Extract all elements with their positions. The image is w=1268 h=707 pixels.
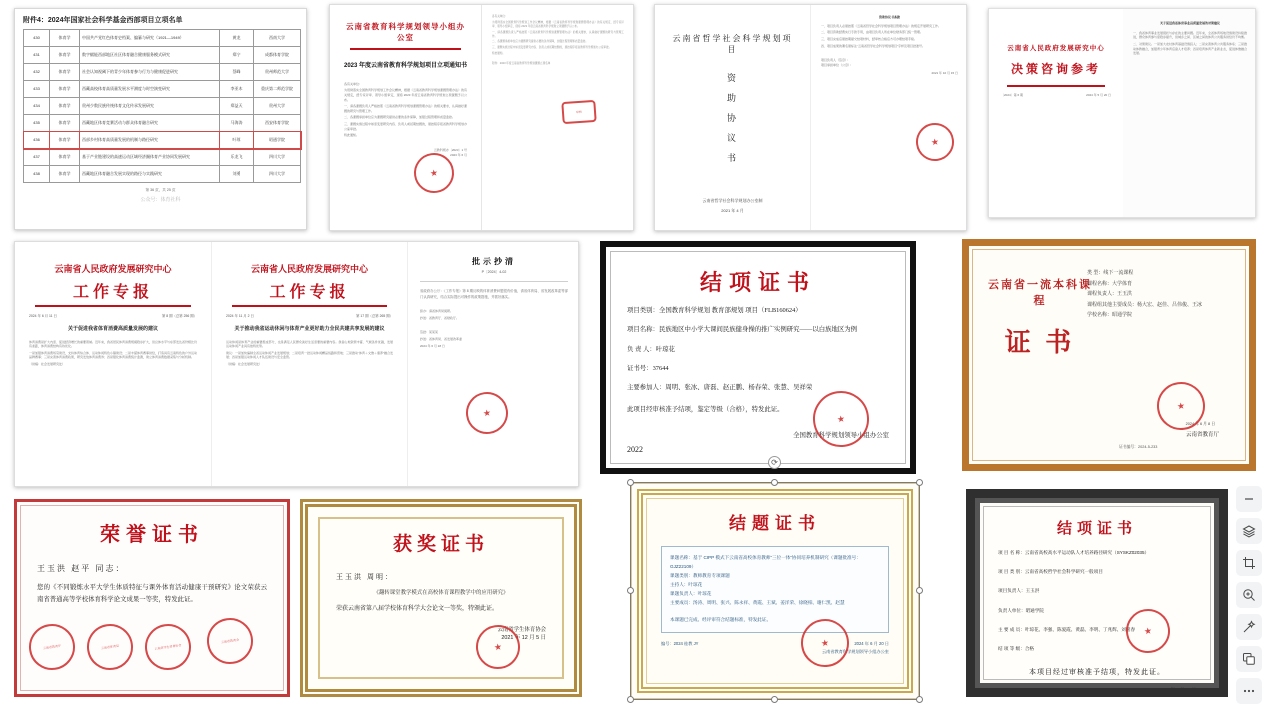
table-cell: 贵州师范大学 (254, 64, 301, 81)
instruction-body: 省政府办公厅：《工作专报》第 8 期反映的体育消费问题很有价值，请省体育局、省发展改革委等部门认真研究，结合实际提出可操作的政策措施，并抓好落实。 (420, 289, 568, 300)
cert-field (670, 572, 880, 581)
table-cell: 438 (24, 166, 50, 183)
report-left-issue-no: 第 8 期（总第 256 期） (161, 314, 197, 318)
table-row[interactable] (24, 98, 301, 115)
field-value: 全国教育科学规划 教育部规划 项目（FLB160624） (658, 307, 802, 314)
table-cell: 430 (24, 30, 50, 47)
table-cell: 体育学 (50, 132, 80, 149)
table-cell: 西藏高校体育高质量发展水平测度与时空演变研究 (80, 81, 220, 98)
jiexiang-statement: 本项目经过审核准予结项，特发此证。 (1029, 669, 1165, 677)
notice-page-right (482, 5, 634, 230)
cert-field (1087, 279, 1237, 290)
table-row[interactable] (24, 166, 301, 183)
table-cell: 432 (24, 64, 50, 81)
copy-icon[interactable] (1236, 646, 1262, 672)
table-row[interactable] (24, 81, 301, 98)
table-cell: 成都体育学院 (254, 47, 301, 64)
policy-heading: 关于促进我省体育事业高质量发展的对策建议 (1159, 21, 1220, 25)
table-cell: 刘勇 (220, 166, 254, 183)
agreement-seal: ★ (914, 121, 957, 164)
table-cell: 435 (24, 115, 50, 132)
table-cell: 贵州少数民族传统体育文化传承发展研究 (80, 98, 220, 115)
report-left-subject: 关于促进我省体育消费高质量发展的建议 (67, 326, 158, 332)
field-value: 王玉洪 (1025, 588, 1040, 594)
notice-paragraph: 特此通知。 (344, 133, 360, 138)
notice-right-paragraph: 特此通知。 (492, 52, 505, 56)
table-cell: 体育学 (50, 64, 80, 81)
cert-field (1087, 310, 1237, 321)
yiliu-date: 2024 年 6 月 8 日 (1185, 422, 1215, 426)
cert-field (998, 586, 1196, 595)
report-paragraph: 体育消费是扩大内需、促进经济增长的重要领域。近年来，我省居民体育消费规模稳步扩大，但总体水平与东部发达省份相比仍有差距，体育消费结构有待优化。 (29, 339, 198, 349)
agreement-terms-page (811, 5, 967, 230)
agreement-sign-leader: 项目负责人（签章）： (821, 58, 850, 63)
table-cell: 蔡峰 (220, 64, 254, 81)
table-cell: 黄龙 (220, 30, 254, 47)
field-label: 主持人： (670, 581, 689, 587)
work-report-left (15, 242, 211, 486)
zoom-in-icon[interactable] (1236, 582, 1262, 608)
cert-black-issuer: 全国教育科学规划领导小组办公室 (793, 431, 889, 439)
cert-field (627, 345, 889, 355)
certificate-project-completion-dark[interactable] (966, 489, 1228, 697)
table-cell: 数字赋能西部地区社区体育融合健康服务模式研究 (80, 47, 220, 64)
field-value: 线下一流课程 (1103, 270, 1134, 276)
cert-field (1087, 289, 1237, 300)
resize-handle-n[interactable] (771, 479, 778, 486)
layers-icon[interactable] (1236, 518, 1262, 544)
field-value: 叶琼花 (688, 581, 703, 587)
notice-paragraph: 二、各课题承担单位应为课题研究提供必要的条件保障，加强过程管理和质量监控。 (344, 115, 456, 120)
instruction-signature: 2024 年 6 月 18 日 (420, 343, 445, 348)
field-value: 云南省高校高水平运动队人才培养路径研究（SYSKZ02035） (1024, 550, 1150, 555)
jieti-title: 结题证书 (729, 514, 821, 533)
report-paragraph: 运动休闲是体育产业的重要组成部分，也是满足人民群众美好生活需要的重要内容。我省山地资源丰富、气候条件优越，发展运动休闲产业具有独特优势。 (226, 339, 393, 349)
field-value: 民族地区中小学大课间民族健身操的推广实例研究——以白族地区为例 (658, 326, 858, 334)
table-cell: 郑宁 (220, 47, 254, 64)
table-row[interactable] (24, 47, 301, 64)
notice-right-paragraph: 二、各课题承担单位应为课题研究提供必要的条件保障，加强过程管理和质量监控。 (492, 40, 588, 44)
field-label: 负 责 人： (627, 345, 656, 353)
table-cell: 重庆第二师范学院 (254, 81, 301, 98)
cert-field (1087, 268, 1237, 279)
yiliu-big-word: 证 书 (1004, 328, 1076, 357)
table-cell: 马海涛 (220, 115, 254, 132)
field-label: 结 项 等 级： (998, 645, 1025, 651)
cert-field (670, 590, 880, 599)
jieti-no: 编号：2024 桂教 JY (661, 640, 699, 646)
instruction-signature: 签批：某某某 (420, 330, 439, 335)
agreement-cover (655, 5, 811, 230)
jiexiang-seal: ★ (1123, 606, 1173, 656)
report-left-title: 工作专报 (72, 284, 153, 301)
field-value: 大学体育 (1112, 280, 1133, 287)
field-value: 汤涛、周明、张兴、陈永祥、黄霞、王斌、姜洋荣、徐晓柏、谢仁凯、赵慧 (692, 599, 845, 605)
field-label: 课程组其他主要成员： (1087, 301, 1138, 308)
document-education-plan-notice[interactable] (329, 4, 634, 231)
table-cell: 437 (24, 149, 50, 166)
table-row[interactable] (24, 149, 301, 166)
jieti-seal: ★ (798, 616, 852, 670)
jieti-field-list (670, 554, 880, 608)
certificate-subject-completion[interactable] (630, 482, 920, 700)
notice-paragraph: 一、请各课题负责人严格按照《云南省教育科学规划课题管理办法》的相关要求，认真做好课题的研究与管理工作。 (344, 104, 468, 113)
honor-seal: 云南省学生体育协会 (142, 621, 194, 673)
jieti-statement: 本课题已完成、经评审符合结题标准，特发此证。 (670, 616, 772, 622)
table-cell: 四川大学 (254, 166, 301, 183)
cert-black-year: 2022 (627, 444, 643, 454)
approval-seal: 审核 (561, 100, 596, 124)
attachment-heading: 附件4：2024年国家社会科学基金西部项目立项名单 (23, 17, 183, 24)
agreement-terms-title: 资助协议书条款 (878, 15, 900, 19)
report-paragraph: 建议：一是加快编制全省运动休闲产业发展规划；二是培育一批运动休闲精品线路和营地；三是推动“体育＋文旅＋康养”融合发展；四是加强运动休闲人才队伍建设与安全监管。 (226, 350, 393, 360)
field-label: 证书号： (627, 364, 653, 372)
report-left-org: 云南省人民政府发展研究中心 (54, 264, 172, 274)
report-right-subject: 关于推动我省运动休闲与体育产业更好助力全民共建共享发展的建议 (234, 326, 385, 332)
cert-black-statement: 此项目经审核准予结项，鉴定等级（合格），特发此证。 (627, 406, 784, 414)
instruction-sheet (407, 242, 579, 486)
notice-page-left (330, 5, 482, 230)
field-value: 叶琼花、李强、陈爱霞、黄磊、李明、丁兆辉、刘铭春 (1024, 626, 1136, 632)
field-label: 主要成员： (670, 599, 693, 605)
field-label: 学校名称： (1087, 312, 1113, 318)
table-cell: 叶琼 (220, 132, 254, 149)
field-label: 项目名称： (627, 326, 659, 334)
table-cell: 基于产业链建设的高速运动区域经济圈体育产业协同发展研究 (80, 149, 220, 166)
cert-field (1087, 300, 1237, 311)
table-row[interactable] (24, 30, 301, 47)
cert-field (998, 644, 1196, 653)
field-label: 项目负责人： (998, 588, 1026, 594)
honor-title: 荣誉证书 (100, 524, 204, 546)
field-value: 叶琼花 (655, 345, 675, 353)
resize-handle-nw[interactable] (627, 479, 634, 486)
field-value: 周明、张冰、唐磊、赵正鹏、杨春荣、张慧、吴祥荣 (665, 384, 813, 391)
table-row[interactable] (24, 115, 301, 132)
resize-handle-se[interactable] (916, 696, 923, 703)
field-label: 主要参加人： (627, 384, 666, 391)
honor-seal: 云南省体育局 (84, 621, 136, 673)
cert-field (670, 581, 880, 590)
magic-wand-icon[interactable] (1236, 614, 1262, 640)
cert-field (998, 548, 1196, 557)
agreement-sign-date: 2021 年 10 月 15 日 (931, 71, 958, 76)
table-cell: 434 (24, 98, 50, 115)
policy-date: 2024 年 5 月 20 日 (1086, 93, 1111, 97)
table-cell: 体育学 (50, 30, 80, 47)
notice-paragraph: 各有关单位： (344, 81, 363, 86)
cert-field (627, 325, 889, 335)
rotate-icon[interactable]: ⟳ (768, 456, 781, 469)
policy-cover (989, 9, 1123, 217)
document-policy-reference[interactable] (988, 8, 1256, 218)
report-right-title: 工作专报 (269, 284, 350, 301)
cert-field (670, 554, 880, 572)
table-cell: 四川大学 (254, 149, 301, 166)
policy-content-page (1123, 9, 1256, 217)
resize-handle-sw[interactable] (627, 696, 634, 703)
field-label: 课程名称： (1087, 280, 1113, 287)
instruction-title: 批示抄清 (472, 257, 516, 266)
official-seal: ★ (411, 150, 456, 195)
notice-right-paragraph: 为贯彻落实全国教育科学规划工作会议精神，根据《云南省教育科学规划课题管理办法》的有关规定，经专家评审、领导小组审定，现将 2023 年度云南省教育科学规划立项课题予以公布。 (492, 20, 624, 28)
honor-names: 王玉洪 赵平 同志： (37, 564, 126, 573)
award-seal: ★ (473, 622, 523, 672)
field-label: 项目类别： (627, 307, 659, 314)
table-cell: 李亚木 (220, 81, 254, 98)
table-cell: 431 (24, 47, 50, 64)
table-cell: 贵州大学 (254, 98, 301, 115)
cert-black-title: 结项证书 (699, 270, 816, 295)
cert-black-seal: ★ (809, 387, 872, 450)
table-cell: 体育学 (50, 149, 80, 166)
certificate-first-class-course[interactable] (962, 239, 1256, 471)
jiexiang-date: 2024 年 2 月 20 日 (1159, 687, 1196, 693)
notice-doc-number: 云教科规办〔2023〕1 号 (433, 148, 467, 152)
agreement-title-char: 书 (726, 153, 738, 163)
award-title: 获奖证书 (392, 534, 489, 555)
table-cell: 体育学 (50, 166, 80, 183)
field-label: 课程负责人： (1087, 291, 1118, 297)
instruction-number: P〔2024〕4-02 (481, 270, 507, 274)
award-date: 2021 年 12 月 5 日 (501, 635, 546, 642)
floating-toolbar[interactable] (1236, 486, 1262, 707)
notice-right-note: 附件：2023 年度云南省教育科学规划课题立项名单 (492, 62, 551, 66)
honor-seal: 云南省教育厅 (26, 621, 78, 673)
yiliu-title: 云南省一流本科课程 (988, 279, 1092, 307)
jieti-date: 2024 年 6 月 20 日 (854, 640, 889, 646)
instruction-seal: ★ (463, 389, 510, 436)
cert-field (998, 606, 1196, 615)
table-cell: 西安体育学院 (254, 115, 301, 132)
report-paragraph: （供稿：社会发展研究处） (29, 362, 66, 367)
resize-handle-ne[interactable] (916, 479, 923, 486)
jieti-issuer: 云南省教育科学规划领导小组办公室 (821, 648, 889, 654)
instruction-note: 抄送：省教育厅、省财政厅。 (420, 315, 460, 320)
policy-paragraph: 一、我省体育事业发展现状与存在的主要问题。近年来，全省体育场地设施建设持续推进，群众体育参与度稳步提升，但城乡之间、区域之间的体育公共服务供给仍不均衡。 (1133, 30, 1248, 40)
field-label: 课题类别： (670, 572, 693, 578)
report-right-issue-no: 第 17 期（总第 265 期） (356, 314, 393, 318)
notice-right-paragraph: 三、课题实施过程中如需变更研究内容、负责人或延期结题的，须按程序报省教育科学规划办公室审批。 (492, 46, 612, 50)
field-value: 教师教育专项课题 (692, 572, 730, 578)
cert-field (627, 364, 889, 374)
report-paragraph: 一是加强体育消费场景建设，支持体育综合体、运动休闲特色小镇建设；二是丰富体育赛事供给，打造具有云南特色的户外运动品牌赛事；三是完善体育消费政策，研究发放体育消费券；四是强化体育消费统计监测，建立体育消费数据采集与分析机制。 (29, 350, 198, 360)
notice-date: 2023 年 6 月 (450, 152, 467, 157)
agreement-sign-unit: 项目承担单位（公章）： (821, 62, 853, 67)
table-cell: 西部乡村体育高质量发展的机制与路径研究 (80, 132, 220, 149)
notice-paragraph: 为贯彻落实全国教育科学规划工作会议精神，根据《云南省教育科学规划课题管理办法》的有关规定，经专家评审、领导小组审定，现将 2023 年度云南省教育科学规划立项课题予以公布。 (344, 88, 468, 102)
yiliu-cert-no: 证书编号：2024-5-233 (1119, 445, 1158, 449)
field-value: 昭通学院 (1025, 607, 1044, 613)
agreement-vertical-title (669, 71, 796, 164)
document-funding-agreement[interactable] (654, 4, 967, 231)
table-cell: 体育学 (50, 98, 80, 115)
agreement-date: 2021 年 4 月 (721, 208, 744, 213)
yiliu-seal: ★ (1154, 379, 1208, 433)
attachment-table (23, 29, 301, 183)
agreement-clause: 一、项目负责人必须按照《云南省哲学社会科学规划项目管理办法》的规定开展研究工作。 (821, 23, 942, 28)
agreement-clause: 四、项目成果的署名须标注“云南省哲学社会科学规划项目”字样及项目批准号。 (821, 43, 925, 48)
document-work-report-set[interactable] (14, 241, 579, 487)
report-paragraph: （供稿：社会发展研究处） (226, 362, 263, 367)
notice-paragraph: 三、课题实施过程中如需变更研究内容、负责人或延期结题的，须按程序报省教育科学规划办公室审批。 (344, 122, 468, 131)
agreement-title-char: 议 (726, 133, 738, 143)
notice-right-paragraph: 各有关单位： (492, 15, 508, 18)
field-value: 云南省高校哲学社会科学研究一般项目 (1024, 569, 1103, 575)
table-row[interactable] (24, 132, 301, 149)
document-attachment-list[interactable] (14, 8, 307, 230)
resize-handle-s[interactable] (771, 696, 778, 703)
field-label: 类 型： (1087, 270, 1104, 276)
report-left-issue-date: 2024 年 6 月 11 日 (29, 314, 57, 318)
table-cell: 体育学 (50, 47, 80, 64)
table-row[interactable] (24, 64, 301, 81)
work-report-right (211, 242, 407, 486)
table-cell: 社会认知视阈下的青少年体育参与行为与健康促进研究 (80, 64, 220, 81)
agreement-issuer: 云南省哲学社会科学规划办公室制 (702, 198, 763, 203)
agreement-header: 云南省哲学社会科学规划项目 (672, 34, 793, 54)
instruction-note: 拟办：请省体育局阅研。 (420, 308, 454, 313)
notice-org: 云南省教育科学规划领导小组办公室 (346, 22, 465, 42)
honor-body: 您的《不同锻炼水平大学生体质特征与课外体育活动健康干预研究》论文荣获云南省普通高等学校体育科学论文成果一等奖，特发此证。 (37, 584, 267, 603)
policy-paragraph: 二、对策建议。一是加大农村体育基础设施投入；二是完善体育公共服务体系；三是推动体教融合，加强青少年体育后备人才培养；四是培育体育产业新业态，促进体旅融合发展。 (1133, 41, 1248, 56)
award-issuer: 云南省学生体育协会 (497, 627, 546, 634)
award-body: 荣获云南省第八届学校体育科学大会论文一等奖，特颁此证。 (336, 606, 499, 612)
table-cell: 西藏地区体育竞赛活动与群众体育融合研究 (80, 115, 220, 132)
table-cell: 体育学 (50, 115, 80, 132)
certificate-honor[interactable] (14, 499, 290, 697)
more-options-icon[interactable] (1236, 678, 1262, 704)
table-cell: 昭通学院 (254, 132, 301, 149)
table-cell: 西南大学 (254, 30, 301, 47)
field-value: 基于 CIPP 模式下云南省高校体育教师“三位一体”协同培养机制研究（课题批准号：GJZ22109） (670, 555, 861, 569)
certificate-project-completion-black[interactable] (600, 241, 916, 474)
agreement-title-char: 协 (726, 113, 738, 123)
field-label: 项 目 类 别： (998, 569, 1025, 575)
table-cell: 中国共产党红色体育史档案、编纂与研究（1921—1949） (80, 30, 220, 47)
yiliu-issuer: 云南省教育厅 (1185, 432, 1219, 438)
field-value: 叶琼花 (697, 590, 712, 596)
cert-field (670, 599, 880, 608)
field-label: 课题负责人： (670, 590, 698, 596)
agreement-clause: 二、项目资助经费实行专款专用，由项目负责人所在单位财务部门统一管理。 (821, 30, 924, 35)
field-label: 负责人单位： (998, 607, 1026, 613)
table-cell: 436 (24, 132, 50, 149)
attachment-watermark: 公众号：体育社科 (140, 197, 181, 203)
field-value: 37644 (652, 364, 669, 372)
table-cell: 西藏地区体育融合发展实现的路径与实践研究 (80, 166, 220, 183)
cert-field (627, 306, 889, 316)
resize-handle-e[interactable] (916, 587, 923, 594)
report-right-issue-date: 2024 年 11 月 2 日 (226, 314, 254, 318)
honor-seal: 云南省教育会 (204, 615, 256, 667)
instruction-signature: 抄送：省体育局、省发展改革委 (420, 336, 463, 341)
jiexiang-title: 结项证书 (1056, 521, 1137, 537)
report-right-org: 云南省人民政府发展研究中心 (250, 264, 368, 274)
agreement-title-char: 助 (726, 93, 738, 103)
agreement-title-char: 资 (726, 73, 738, 83)
field-label: 课题名称： (670, 555, 693, 560)
field-value: 昭通学院 (1112, 312, 1133, 318)
policy-org: 云南省人民政府发展研究中心 (1007, 45, 1105, 52)
table-cell: 体育学 (50, 81, 80, 98)
field-label: 项 目 名 称： (998, 550, 1025, 555)
award-name: 王玉洪 周明： (336, 574, 394, 581)
field-value: 合格 (1024, 645, 1035, 651)
notice-title: 2023 年度云南省教育科学规划项目立项通知书 (344, 63, 468, 69)
policy-issue: 〔2024〕第 6 期 (1001, 93, 1024, 97)
attachment-footer: 第 36 页，共 25 页 (145, 188, 176, 192)
policy-title: 决策咨询参考 (1010, 62, 1101, 76)
table-cell: 郑益天 (220, 98, 254, 115)
certificate-award[interactable] (300, 499, 582, 697)
cert-field (998, 567, 1196, 576)
field-label: 主 要 成 员： (998, 626, 1025, 632)
resize-handle-w[interactable] (627, 587, 634, 594)
table-cell: 433 (24, 81, 50, 98)
crop-icon[interactable] (1236, 550, 1262, 576)
yiliu-field-list (1087, 268, 1237, 321)
award-paper: 《翻转课堂教学模式在高校体育课程教学中的应用研究》 (373, 590, 509, 596)
agreement-clause: 三、项目完成后须按期提交结项材料，经审核合格后方可办理结项手续。 (821, 36, 918, 41)
notice-right-paragraph: 一、请各课题负责人严格按照《云南省教育科学规划课题管理办法》的相关要求，认真做好课题的研究与管理工作。 (492, 30, 624, 38)
minimize-icon[interactable] (1236, 486, 1262, 512)
field-value: 王玉洪 (1117, 291, 1133, 297)
field-value: 杨大宏、赵佳、吕伟俊、王冰 (1137, 301, 1203, 308)
table-cell: 乐龙飞 (220, 149, 254, 166)
